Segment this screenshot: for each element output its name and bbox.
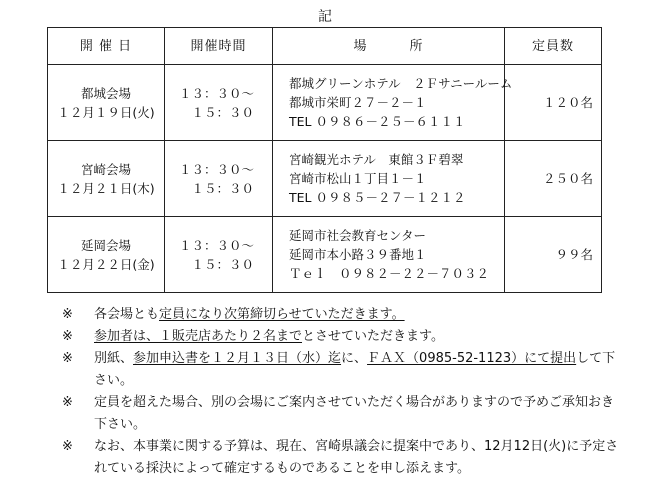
venue-schedule-table — [47, 27, 602, 293]
note-underlined-segment: 参加者は、１販売店あたり２名まで — [94, 329, 303, 344]
place-name: 宮崎観光ホテル 東館３Ｆ碧翠 — [289, 152, 464, 167]
place-cell — [273, 217, 505, 293]
place-address: 都城市栄町２７－２－１ — [289, 95, 427, 110]
venue-date-cell — [48, 141, 165, 217]
note-text — [94, 348, 622, 392]
note-item — [62, 348, 622, 392]
note-segment: なお、本事業に関する予算は、現在、宮崎県議会に提案中であり、12月12日(火)に予定されている採決によって確定するものであることを申し添えます。 — [94, 439, 619, 476]
note-underlined-segment: ＦＡＸ（0985-52-1123）にて提出 — [367, 351, 577, 366]
note-mark: ※ — [62, 439, 73, 454]
note-underlined-segment: 参加申込書を１２月１３日（水）迄 — [133, 351, 342, 366]
time-cell — [165, 217, 273, 293]
place-phone: TEL ０９８５－２７－１２１２ — [289, 190, 466, 205]
note-underlined-segment: 定員になり次第締切らせていただきます。 — [159, 307, 405, 322]
venue-date: １２月２１日(木) — [57, 180, 155, 196]
time-end: １５：３０ — [179, 180, 255, 196]
venue-name: 延岡会場 — [80, 237, 131, 253]
note-mark: ※ — [62, 307, 73, 322]
venue-date-cell — [48, 217, 165, 293]
note-item — [62, 392, 622, 436]
notes-list — [62, 304, 622, 480]
section-heading: 記 — [318, 9, 332, 25]
note-segment: 別紙、 — [94, 351, 134, 366]
time-start: １３：３０～ — [179, 237, 255, 253]
note-segment: 各会場とも — [94, 307, 160, 322]
venue-date-cell — [48, 65, 165, 141]
table-row — [48, 65, 602, 141]
note-item — [62, 304, 622, 326]
place-cell — [273, 65, 513, 141]
place-name: 都城グリーンホテル ２Ｆサニールーム — [289, 76, 513, 91]
time-cell — [165, 141, 273, 217]
place-cell — [273, 141, 505, 217]
note-segment: 定員を超えた場合、別の会場にご案内させていただく場合がありますので予めご承知おき下さい。 — [94, 395, 615, 432]
header-date: 開 催 日 — [48, 28, 165, 65]
header-capacity: 定員数 — [505, 28, 602, 65]
note-item — [62, 436, 622, 480]
time-end: １５：３０ — [179, 104, 255, 120]
note-mark: ※ — [62, 395, 73, 410]
venue-name: 都城会場 — [80, 85, 131, 101]
header-place: 場 所 — [273, 28, 505, 65]
venue-name: 宮崎会場 — [80, 161, 131, 177]
place-phone: TEL ０９８６－２５－６１１１ — [289, 114, 466, 129]
note-text — [94, 436, 622, 480]
note-segment: とさせていただきます。 — [302, 329, 444, 344]
table-header-row — [48, 28, 602, 65]
venue-date: １２月２２日(金) — [57, 256, 155, 272]
place-phone: Ｔｅｌ ０９８２－２２－７０３２ — [289, 266, 490, 281]
capacity-cell: １２０名 — [505, 65, 602, 141]
note-text — [94, 326, 622, 348]
capacity-cell: ９９名 — [505, 217, 602, 293]
table-row — [48, 141, 602, 217]
note-text — [94, 392, 622, 436]
note-segment: に、 — [341, 351, 368, 366]
table-row — [48, 217, 602, 293]
venue-date: １２月１９日(火) — [57, 104, 155, 120]
capacity-cell: ２５０名 — [505, 141, 602, 217]
note-segment: して下さい。 — [94, 351, 616, 388]
note-mark: ※ — [62, 329, 73, 344]
time-end: １５：３０ — [179, 256, 255, 272]
note-text — [94, 304, 622, 326]
place-name: 延岡市社会教育センター — [289, 228, 427, 243]
note-item — [62, 326, 622, 348]
note-mark: ※ — [62, 351, 73, 366]
time-start: １３：３０～ — [179, 161, 255, 177]
time-start: １３：３０～ — [179, 85, 255, 101]
time-cell — [165, 65, 273, 141]
header-time: 開催時間 — [165, 28, 273, 65]
place-address: 宮崎市松山１丁目１－１ — [289, 171, 427, 186]
place-address: 延岡市本小路３９番地１ — [289, 247, 427, 262]
